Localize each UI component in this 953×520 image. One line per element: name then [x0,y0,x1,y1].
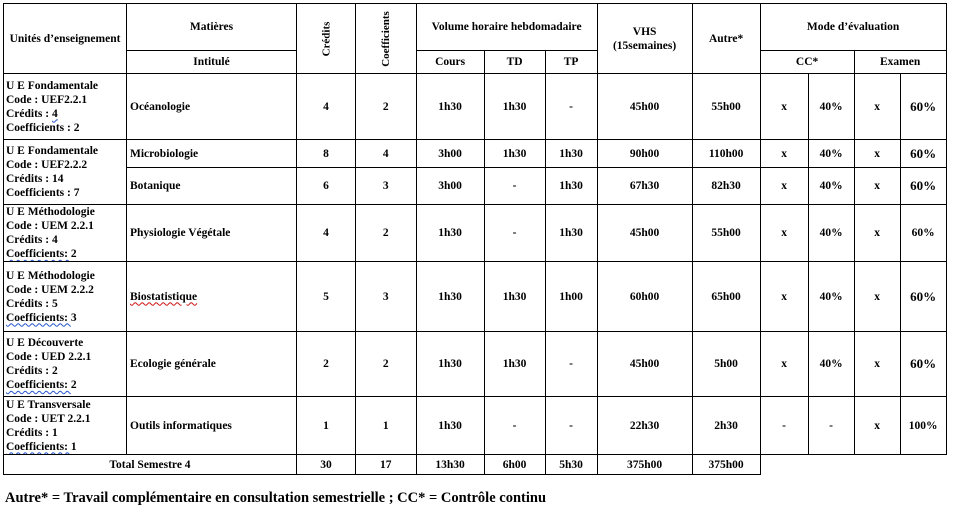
exam-mark-cell: x [854,140,900,168]
header-row-2 [4,51,947,74]
cours-cell: 1h30 [416,262,484,332]
total-cours: 13h30 [416,455,484,475]
total-tp: 5h30 [545,455,597,475]
exam-pct-cell: 60% [900,262,946,332]
credits-cell: 6 [297,168,356,205]
coef-cell: 3 [356,168,417,205]
exam-mark-cell: x [854,262,900,332]
table-row [4,397,947,455]
exam-mark-cell: x [854,397,900,455]
curriculum-table [3,3,947,475]
footnote: Autre* = Travail complémentaire en consultation semestrielle ; CC* = Contrôle continu [5,490,547,506]
autre-cell: 82h30 [692,168,760,205]
vhs-cell: 60h00 [597,262,692,332]
header-credits: Crédits [297,4,356,74]
total-td: 6h00 [484,455,545,475]
cc-pct-cell: 40% [808,205,854,262]
table-row [4,140,947,168]
credits-cell: 5 [297,262,356,332]
header-matieres: Matières [127,4,297,51]
td-cell: - [484,397,545,455]
vhs-cell: 90h00 [597,140,692,168]
header-row-1 [4,4,947,51]
coef-cell: 2 [356,205,417,262]
coef-cell: 2 [356,74,417,140]
tp-cell: 1h30 [545,168,597,205]
vhs-cell: 45h00 [597,205,692,262]
exam-pct-cell: 60% [900,168,946,205]
cours-cell: 1h30 [416,205,484,262]
cours-cell: 1h30 [416,397,484,455]
tp-cell: - [545,74,597,140]
exam-pct-cell: 60% [900,332,946,397]
header-cc: CC* [760,51,854,74]
vhs-cell: 45h00 [597,74,692,140]
cours-cell: 3h00 [416,168,484,205]
autre-cell: 110h00 [692,140,760,168]
total-vhs: 375h00 [597,455,692,475]
exam-pct-cell: 60% [900,205,946,262]
total-row [4,455,947,475]
cc-pct-cell: 40% [808,332,854,397]
header-td: TD [484,51,545,74]
td-cell: 1h30 [484,332,545,397]
exam-mark-cell: x [854,332,900,397]
td-cell: - [484,168,545,205]
cc-mark-cell: x [760,332,808,397]
table-row [4,332,947,397]
matiere-cell: Biostatistique [127,262,297,332]
autre-cell: 55h00 [692,74,760,140]
header-unites: Unités d’enseignement [4,4,127,74]
credits-cell: 2 [297,332,356,397]
exam-pct-cell: 60% [900,74,946,140]
header-cours: Cours [416,51,484,74]
header-tp: TP [545,51,597,74]
unit-cell: U E Méthodologie Code : UEM 2.2.1 Crédits : 4 Coefficients: 2 [4,205,127,262]
table-row [4,262,947,332]
total-autre: 375h00 [692,455,760,475]
cc-mark-cell: x [760,168,808,205]
total-label: Total Semestre 4 [4,455,297,475]
matiere-cell: Physiologie Végétale [127,205,297,262]
autre-cell: 5h00 [692,332,760,397]
unit-cell: U E Fondamentale Code : UEF2.2.2 Crédits : 14 Coefficients : 7 [4,140,127,205]
unit-cell: U E Transversale Code : UET 2.2.1 Crédits : 1 Coefficients: 1 [4,397,127,455]
cours-cell: 3h00 [416,140,484,168]
credits-cell: 4 [297,205,356,262]
matiere-cell: Microbiologie [127,140,297,168]
matiere-cell: Océanologie [127,74,297,140]
exam-mark-cell: x [854,74,900,140]
table-row [4,205,947,262]
td-cell: 1h30 [484,140,545,168]
exam-pct-cell: 60% [900,140,946,168]
coef-cell: 2 [356,332,417,397]
cours-cell: 1h30 [416,74,484,140]
tp-cell: - [545,397,597,455]
cours-cell: 1h30 [416,332,484,397]
coef-cell: 3 [356,262,417,332]
header-autre: Autre* [692,4,760,74]
cc-pct-cell: 40% [808,74,854,140]
td-cell: 1h30 [484,74,545,140]
header-volume-horaire: Volume horaire hebdomadaire [416,4,597,51]
autre-cell: 65h00 [692,262,760,332]
tp-cell: - [545,332,597,397]
vhs-cell: 45h00 [597,332,692,397]
total-coef: 17 [356,455,417,475]
vhs-cell: 67h30 [597,168,692,205]
exam-pct-cell: 100% [900,397,946,455]
total-credits: 30 [297,455,356,475]
autre-cell: 55h00 [692,205,760,262]
cc-pct-cell: 40% [808,140,854,168]
header-examen: Examen [854,51,946,74]
coef-cell: 1 [356,397,417,455]
coef-cell: 4 [356,140,417,168]
matiere-cell: Botanique [127,168,297,205]
unit-cell: U E Méthodologie Code : UEM 2.2.2 Crédits : 5 Coefficients: 3 [4,262,127,332]
cc-pct-cell: 40% [808,262,854,332]
td-cell: - [484,205,545,262]
exam-mark-cell: x [854,205,900,262]
matiere-cell: Ecologie générale [127,332,297,397]
tp-cell: 1h30 [545,205,597,262]
table-row [4,74,947,140]
cc-mark-cell: x [760,205,808,262]
unit-cell: U E Fondamentale Code : UEF2.2.1 Crédits : 4 Coefficients : 2 [4,74,127,140]
header-intitule: Intitulé [127,51,297,74]
unit-cell: U E Découverte Code : UED 2.2.1 Crédits : 2 Coefficients: 2 [4,332,127,397]
header-coefficients: Coefficients [356,4,417,74]
td-cell: 1h30 [484,262,545,332]
cc-mark-cell: x [760,74,808,140]
tp-cell: 1h30 [545,140,597,168]
tp-cell: 1h00 [545,262,597,332]
header-vhs: VHS (15semaines) [597,4,692,74]
credits-cell: 1 [297,397,356,455]
cc-mark-cell: x [760,262,808,332]
total-empty [760,455,946,475]
autre-cell: 2h30 [692,397,760,455]
vhs-cell: 22h30 [597,397,692,455]
header-mode-evaluation: Mode d’évaluation [760,4,946,51]
exam-mark-cell: x [854,168,900,205]
cc-pct-cell: 40% [808,168,854,205]
credits-cell: 8 [297,140,356,168]
credits-cell: 4 [297,74,356,140]
matiere-cell: Outils informatiques [127,397,297,455]
cc-mark-cell: - [760,397,808,455]
cc-mark-cell: x [760,140,808,168]
table-row [4,168,947,205]
cc-pct-cell: - [808,397,854,455]
